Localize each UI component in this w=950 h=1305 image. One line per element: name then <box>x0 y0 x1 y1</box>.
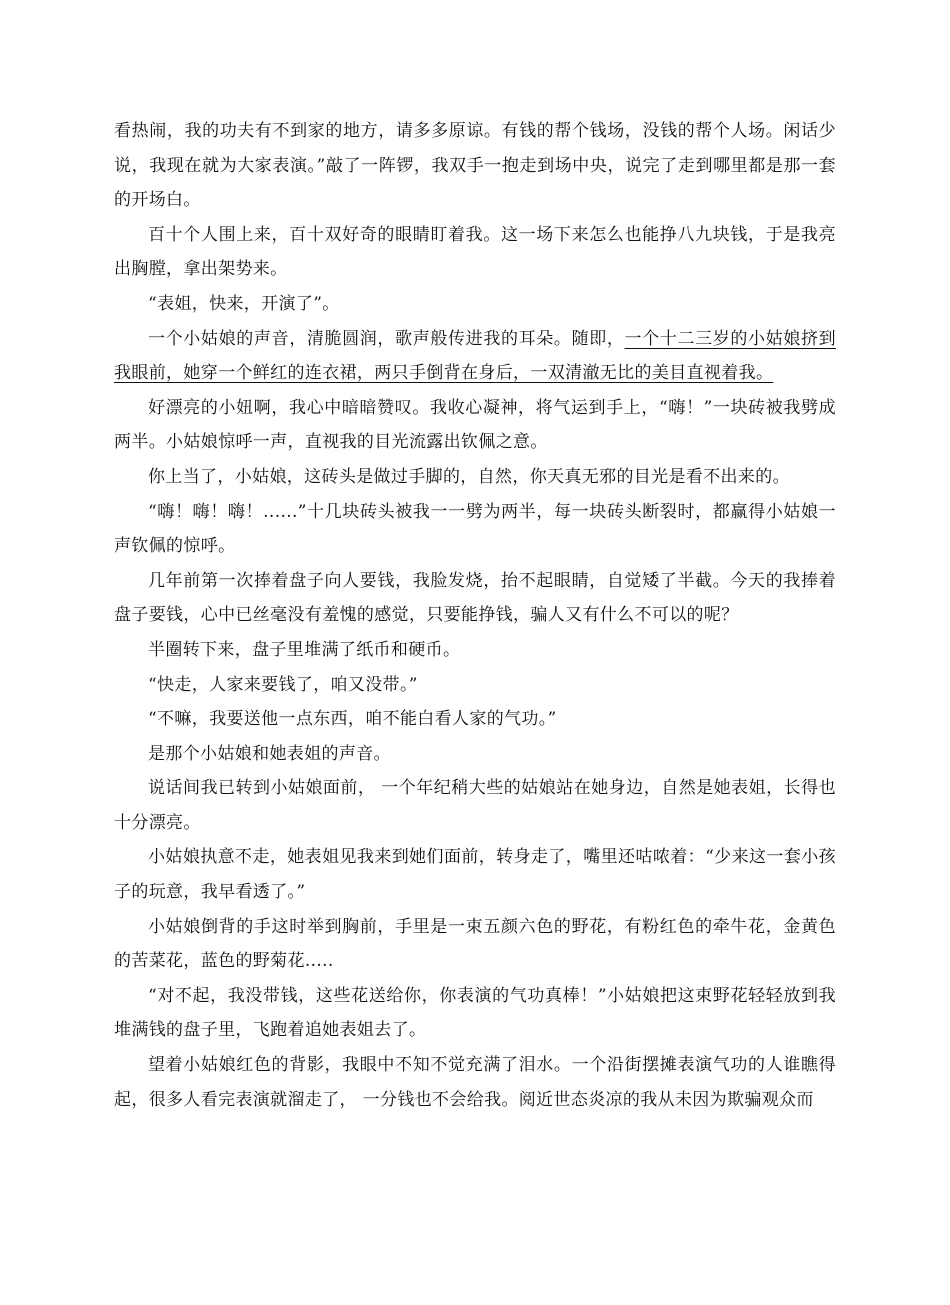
document-page <box>114 114 836 1117</box>
paragraph-13: 说话间我已转到小姑娘面前， 一个年纪稍大些的姑娘站在她身边，自然是她表姐，长得也十分漂亮。 <box>114 778 836 833</box>
paragraph-16: “对不起，我没带钱，这些花送给你，你表演的气功真棒！”小姑娘把这束野花轻轻放到我堆满钱的盘子里，飞跑着追她表姐去了。 <box>114 985 836 1041</box>
paragraph-8: 几年前第一次捧着盘子向人要钱，我脸发烧，抬不起眼睛，自觉矮了半截。今天的我捧着盘子要钱，心中已丝毫没有羞愧的感觉，只要能挣钱，骗人又有什么不可以的呢？ <box>114 570 836 626</box>
underlined-sentence: 一个十二三岁的小姑娘挤到我眼前，她穿一个鲜红的连衣裙，两只手倒背在身后，一双清澈无比的美目直视着我。 <box>114 328 836 384</box>
paragraph-5: 好漂亮的小妞啊，我心中暗暗赞叹。我收心凝神，将气运到手上，“嗨！”一块砖被我劈成两半。小姑娘惊呼一声，直视我的目光流露出钦佩之意。 <box>114 397 836 453</box>
paragraph-3: “表姐，快来，开演了”。 <box>148 293 340 314</box>
paragraph-6: 你上当了，小姑娘，这砖头是做过手脚的，自然，你天真无邪的目光是看不出来的。 <box>148 466 790 487</box>
paragraph-4-text: 一个小姑娘的声音，清脆圆润，歌声般传进我的耳朵。随即， <box>148 328 625 349</box>
paragraph-15: 小姑娘倒背的手这时举到胸前，手里是一束五颜六色的野花，有粉红色的牵牛花，金黄色的苦菜花，蓝色的野菊花..... <box>114 916 836 972</box>
paragraph-9: 半圈转下来，盘子里堆满了纸币和硬币。 <box>148 639 461 660</box>
paragraph-11: “不嘛，我要送他一点东西，咱不能白看人家的气功。” <box>148 709 557 730</box>
paragraph-17: 望着小姑娘红色的背影，我眼中不知不觉充满了泪水。一个沿街摆摊表演气功的人谁瞧得起，很多人看完表演就溜走了， 一分钱也不会给我。阅近世态炎凉的我从未因为欺骗观众而 <box>114 1055 836 1110</box>
paragraph-12: 是那个小姑娘和她表姐的声音。 <box>148 743 391 764</box>
paragraph-1: 看热闹，我的功夫有不到家的地方，请多多原谅。有钱的帮个钱场，没钱的帮个人场。闲话少说，我现在就为大家表演。”敲了一阵锣，我双手一抱走到场中央，说完了走到哪里都是那一套的开场白。 <box>114 121 836 211</box>
paragraph-7: “嗨！嗨！嗨！......”十几块砖头被我一一劈为两半，每一块砖头断裂时，都赢得小姑娘一声钦佩的惊呼。 <box>114 501 836 557</box>
paragraph-2: 百十个人围上来，百十双好奇的眼睛盯着我。这一场下来怎么也能挣八九块钱，于是我亮出胸膛，拿出架势来。 <box>114 224 836 280</box>
paragraph-14: 小姑娘执意不走，她表姐见我来到她们面前，转身走了，嘴里还咕哝着：“少来这一套小孩子的玩意，我早看透了。” <box>114 847 836 903</box>
paragraph-10: “快走，人家来要钱了，咱又没带。” <box>148 674 418 695</box>
paragraph-4 <box>114 322 836 391</box>
